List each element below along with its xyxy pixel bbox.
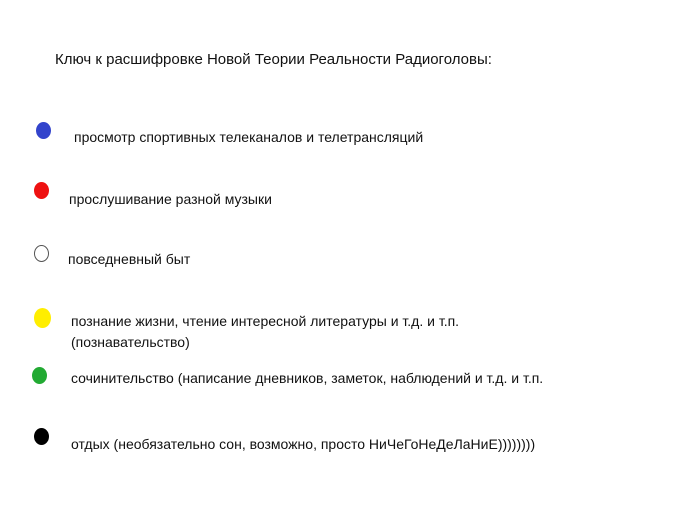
legend-label-rest: отдых (необязательно сон, возможно, просто НиЧеГоНеДеЛаНиЕ)))))))) [71,436,536,452]
legend-label-daily-life: повседневный быт [68,251,191,267]
legend-label-writing: сочинительство (написание дневников, заметок, наблюдений и т.д. и т.п. [71,370,544,386]
green-dot-icon [32,367,47,384]
black-dot-icon [34,428,49,445]
legend-label-music: прослушивание разной музыки [69,191,272,207]
legend-label-knowledge: познание жизни, чтение интересной литературы и т.д. и т.п. [71,313,460,329]
red-dot-icon [34,182,49,199]
legend-label-sports-tv: просмотр спортивных телеканалов и телетрансляций [74,129,424,145]
legend-label-knowledge-note: (познавательство) [71,334,190,350]
blue-dot-icon [36,122,51,139]
page-title: Ключ к расшифровке Новой Теории Реальности Радиоголовы: [55,51,492,68]
white-dot-icon [34,245,49,262]
yellow-dot-icon [34,308,51,328]
